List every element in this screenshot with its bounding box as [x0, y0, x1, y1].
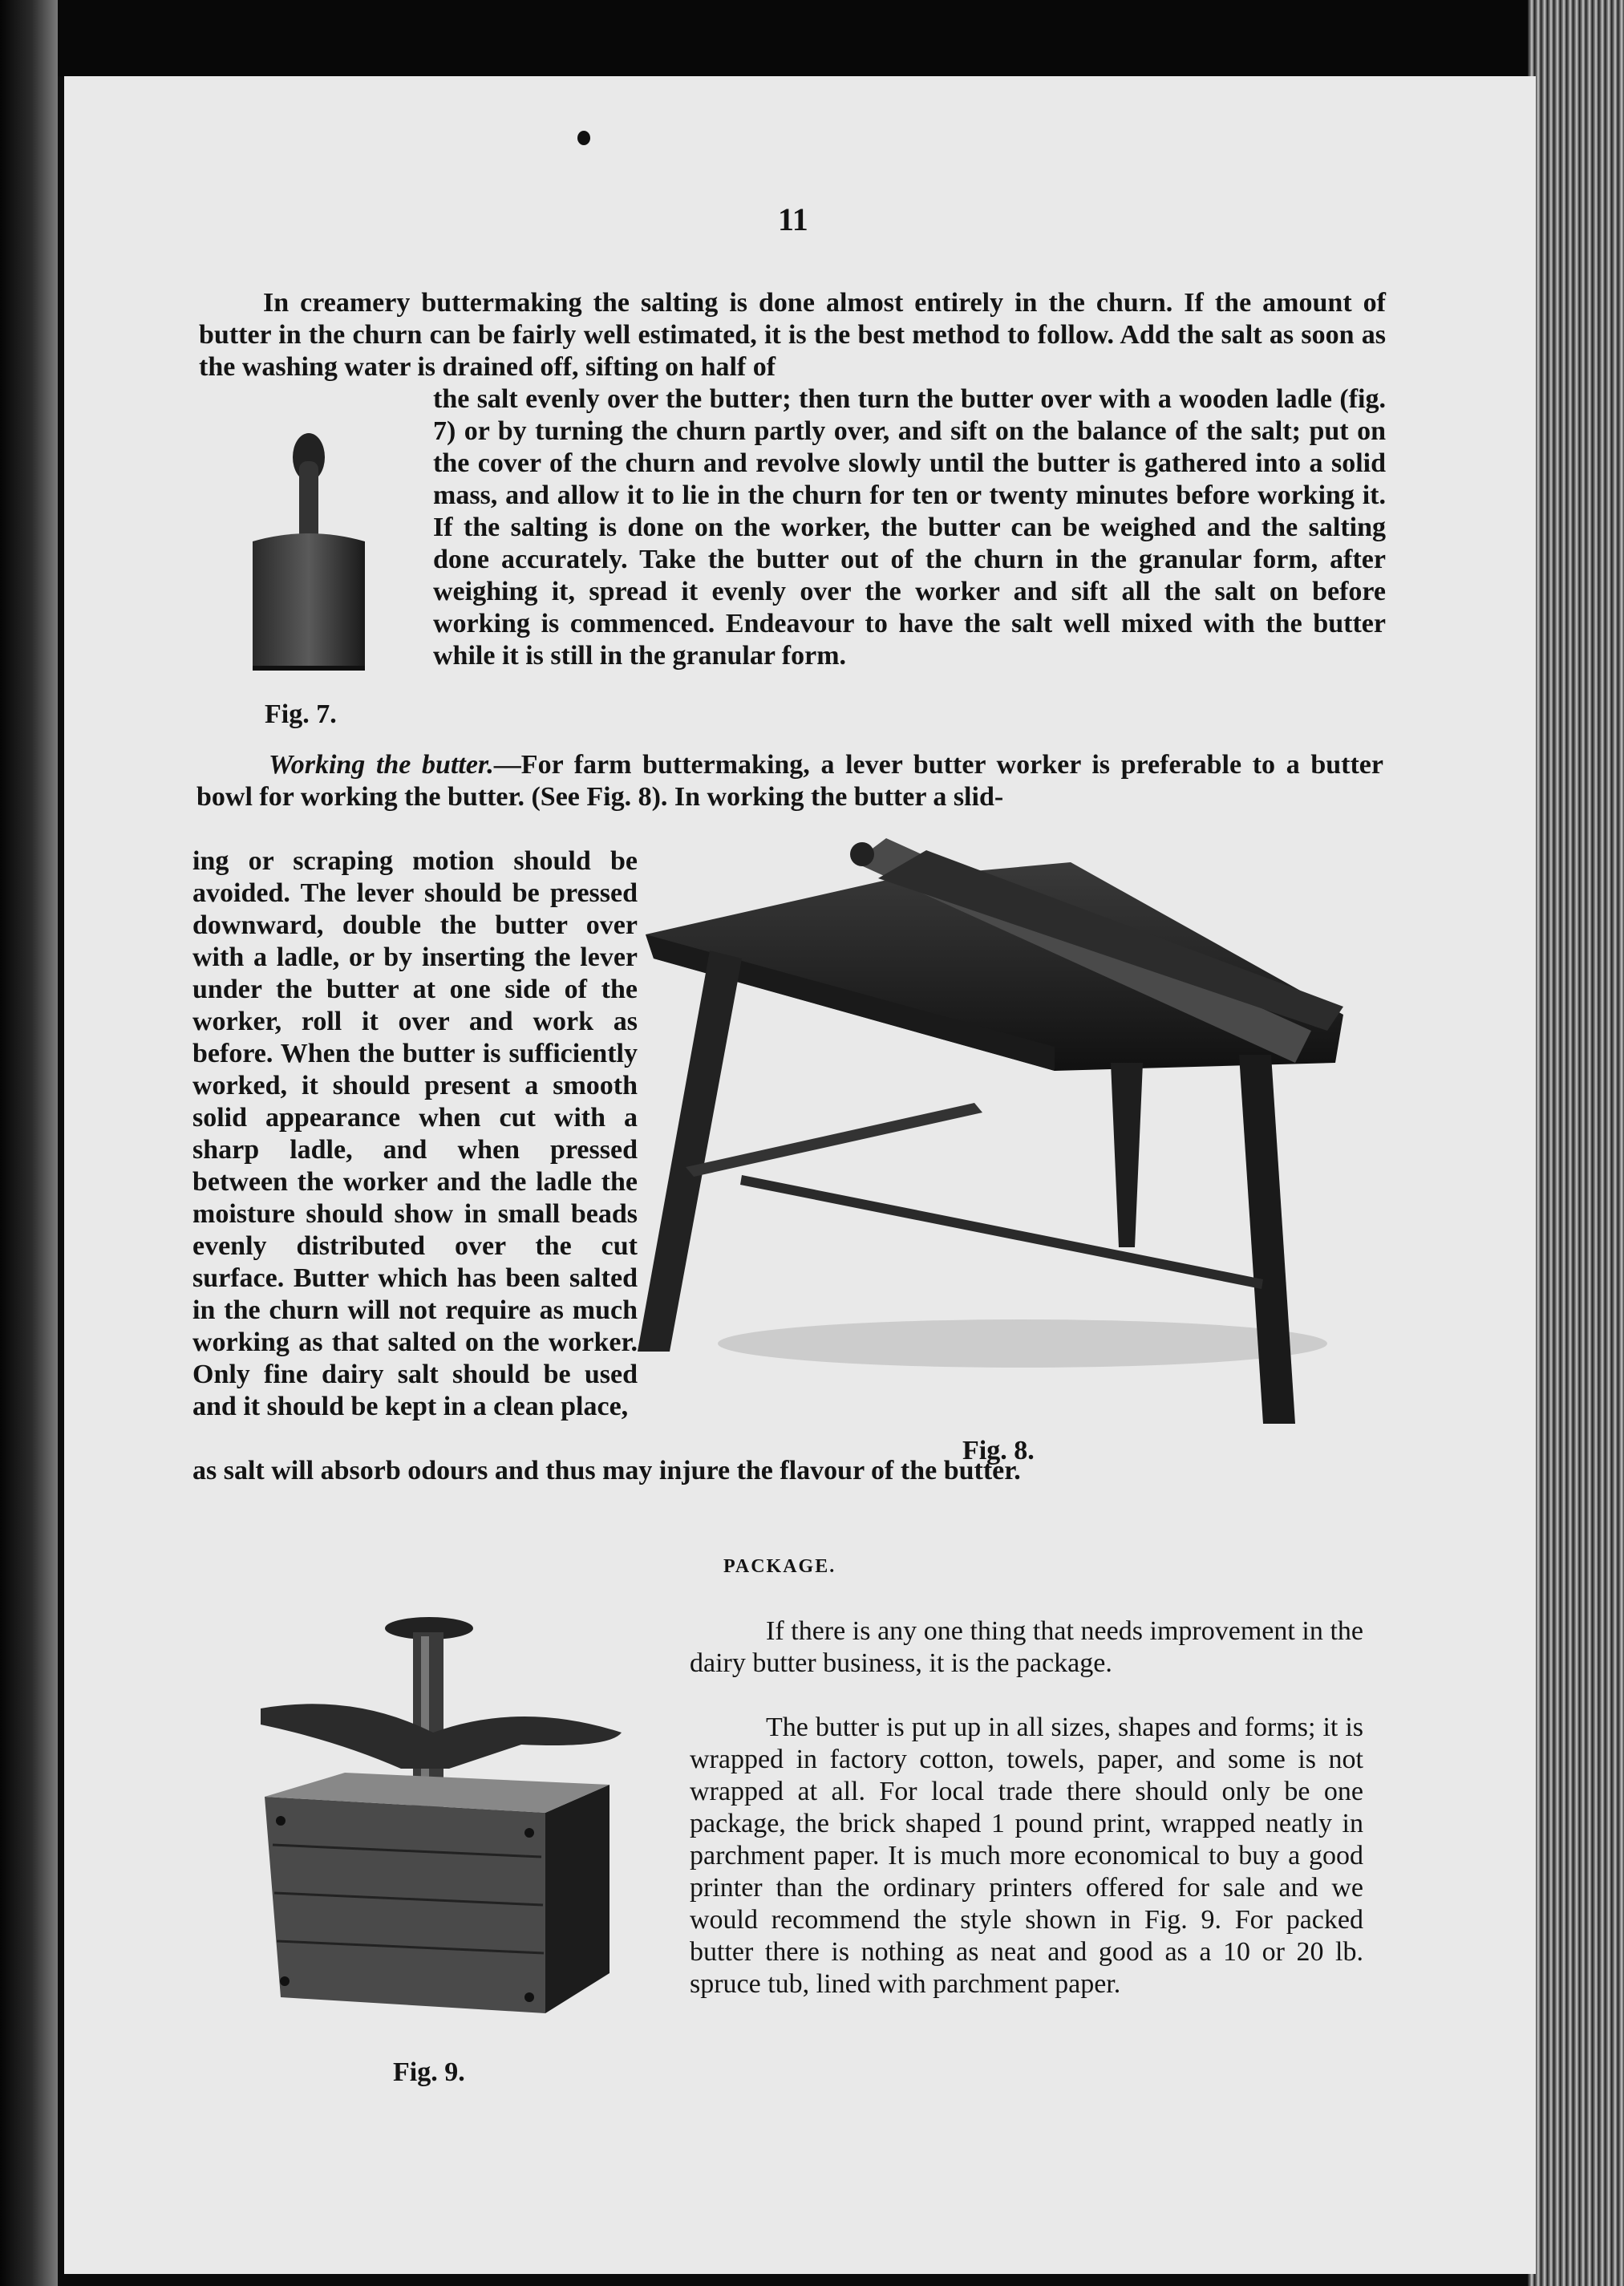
fig9-caption: Fig. 9.: [393, 2057, 465, 2087]
ink-dot: [577, 131, 590, 145]
scan-left-border: [0, 0, 58, 2286]
paragraph-working-intro: [196, 749, 1383, 813]
paragraph-working-end: as salt will absorb odours and thus may injure the flavour of the butter.: [192, 1456, 1021, 1485]
paragraph-working-body: ing or scraping motion should be avoided. The lever should be pressed downward, double the butter over with a ladle, or by inserting the lever under the butter at one side of the worker, roll it over and work as before. When the butter is sufficiently worked, it should present a smooth solid appearance when cut with a sharp ladle, and when pressed between the worker and the ladle the moisture should show in small beads evenly distributed over the cut surface. Butter which has been salted in the churn will not require as much working as that salted on the worker. Only fine dairy salt should be used and it should be kept in a clean place,: [192, 846, 638, 1421]
section-heading: PACKAGE.: [723, 1556, 836, 1577]
fig7-caption: Fig. 7.: [265, 699, 337, 729]
scan-top-border: [0, 0, 1624, 76]
ladle-figure: [237, 429, 381, 678]
working-intro-text: —For farm buttermaking, a lever butter worker is preferable to a butter bowl for working the butter. (See Fig. 8). In working the butter a slid-: [196, 750, 1383, 812]
paragraph-salting-body: the salt evenly over the butter; then turn the butter over with a wooden ladle (fig. 7) or by turning the churn partly over, and sift on the balance of the salt; put on the cover of the churn and revolve slowly until the butter is gathered into a solid mass, and allow it to lie in the churn for ten or twenty minutes before working it. If the salting is done on the worker, the butter can be weighed and the salting done accurately. Take the butter out of the churn in the granular form, after weighing it, spread it evenly over the worker and sift all the salt on before working is commenced. Endeavour to have the salt well mixed with the butter while it is still in the granular form.: [433, 384, 1386, 671]
page-number: 11: [778, 201, 808, 237]
paragraph-package-body: The butter is put up in all sizes, shapes and forms; it is wrapped in factory cotton, towels, paper, and some is not wrapped at all. For local trade there should only be one package, the brick shaped 1 pound print, wrapped neatly in parchment paper. It is much more economical to buy a good printer than the ordinary printers offered for sale and we would recommend the style shown in Fig. 9. For packed butter there is nothing as neat and good as a 10 or 20 lb. spruce tub, lined with parchment paper.: [690, 1712, 1363, 1999]
working-title: Working the butter.: [269, 750, 494, 780]
fig8-caption: Fig. 8.: [962, 1436, 1035, 1465]
paragraph-salting-intro: In creamery buttermaking the salting is done almost entirely in the churn. If the amount of butter in the churn can be fairly well estimated, it is the best method to follow. Add the salt as soon as the washing water is drained off, sifting on half of: [199, 288, 1386, 382]
scan-page-edges: [1528, 0, 1624, 2286]
paragraph-package-intro: If there is any one thing that needs improvement in the dairy butter business, it is the package.: [690, 1616, 1363, 1678]
butter-worker-figure: [638, 830, 1371, 1440]
butter-printer-figure: [257, 1612, 626, 2045]
